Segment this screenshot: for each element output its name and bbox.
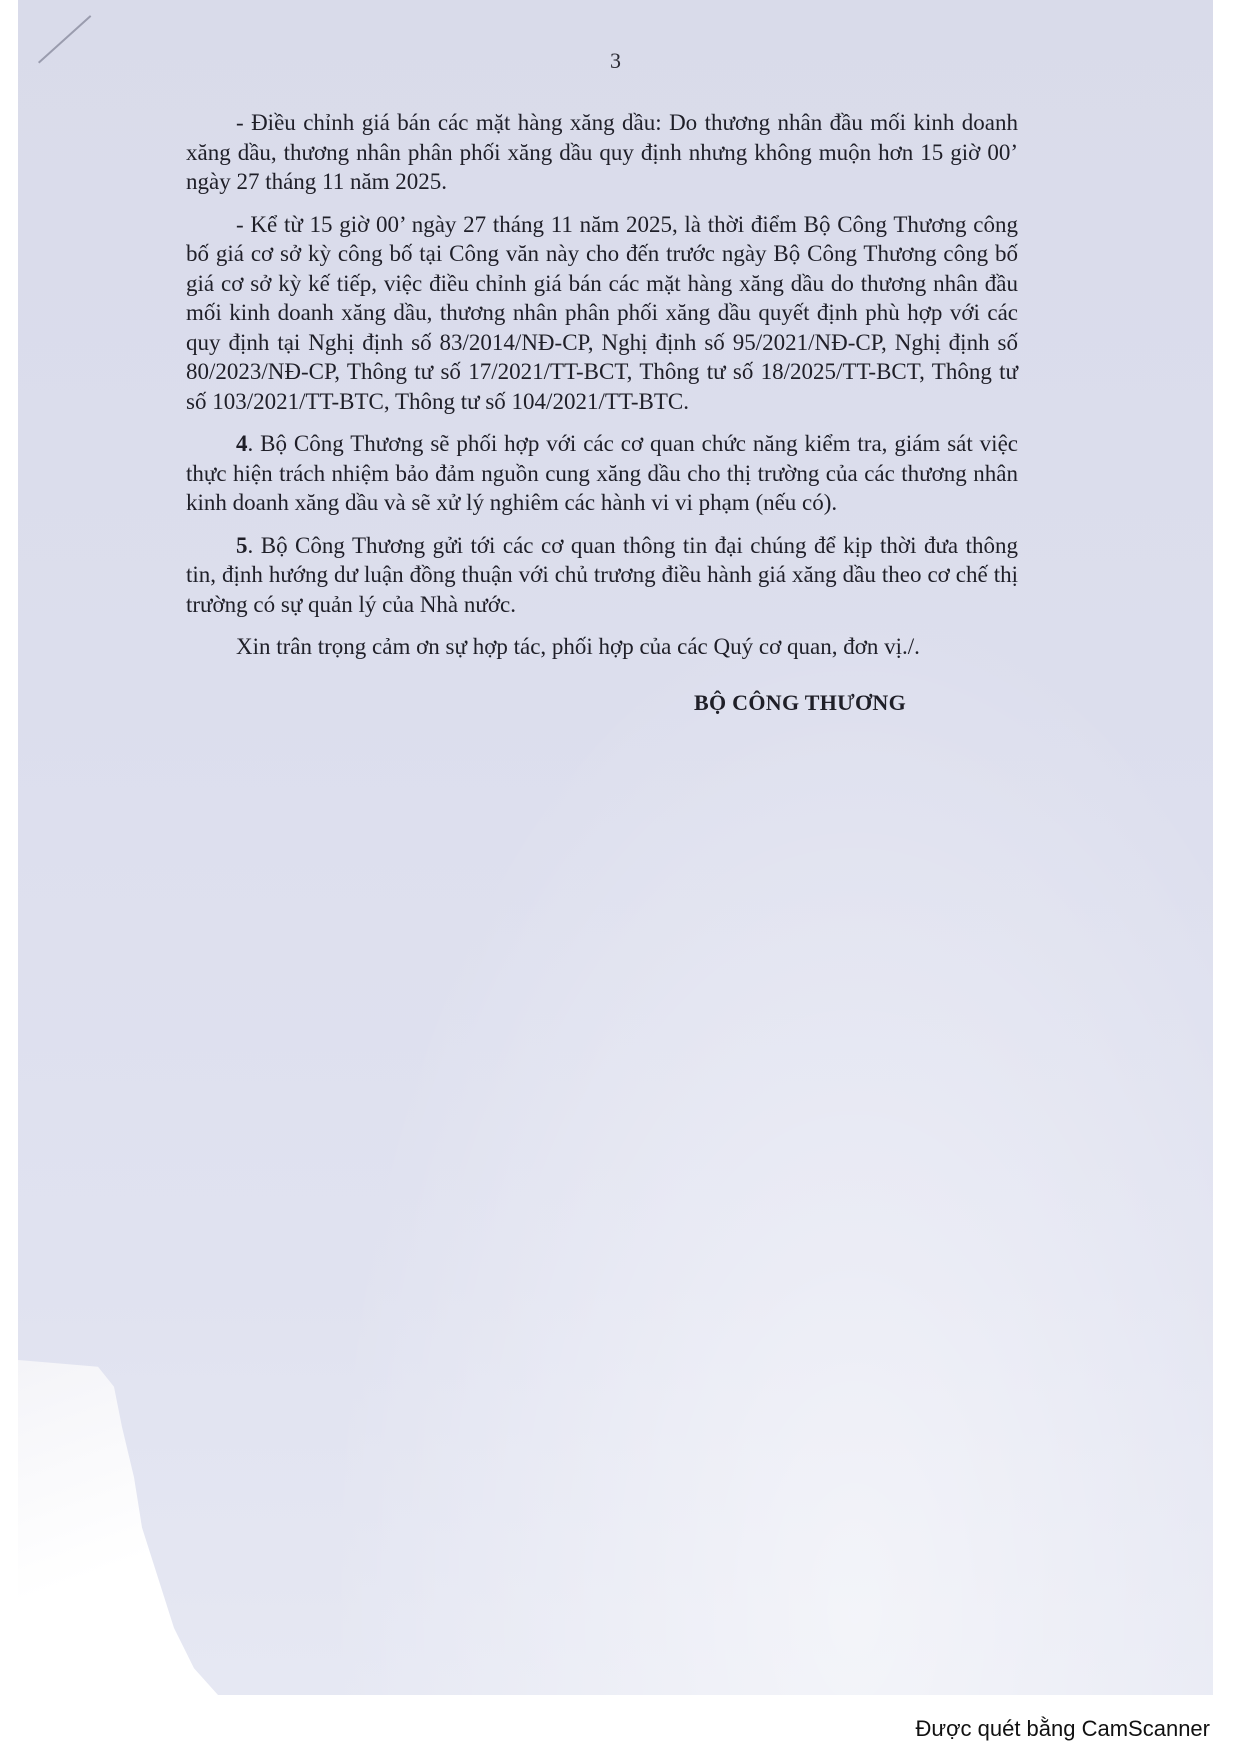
paragraph-price-effective-time: - Kể từ 15 giờ 00’ ngày 27 tháng 11 năm 2025, là thời điểm Bộ Công Thương công bố giá cơ sở kỳ công bố tại Công văn này cho đến trước ngày Bộ Công Thương công bố giá cơ sở kỳ kế tiếp, việc điều chỉnh giá bán các mặt hàng xăng dầu do thương nhân đầu mối kinh doanh xăng dầu, thương nhân phân phối xăng dầu quyết định phù hợp với các quy định tại Nghị định số 83/2014/NĐ-CP, Nghị định số 95/2021/NĐ-CP, Nghị định số 80/2023/NĐ-CP, Thông tư số 17/2021/TT-BCT, Thông tư số 18/2025/TT-BCT, Thông tư số 103/2021/TT-BTC, Thông tư số 104/2021/TT-BTC. (186, 211, 1018, 414)
page-number: 3 (610, 48, 621, 73)
paragraph-price-adjustment: - Điều chỉnh giá bán các mặt hàng xăng dầu: Do thương nhân đầu mối kinh doanh xăng dầu, thương nhân phân phối xăng dầu quy định nhưng không muộn hơn 15 giờ 00’ ngày 27 tháng 11 năm 2025. (186, 110, 1018, 194)
paragraph-item-4 (186, 429, 1018, 518)
scanner-watermark: Được quét bằng CamScanner (915, 1716, 1210, 1741)
paragraph-item-5 (186, 531, 1018, 620)
scanned-page (18, 0, 1213, 1695)
item-4-number: 4 (236, 431, 248, 456)
closing-line: Xin trân trọng cảm ơn sự hợp tác, phối hợp của các Quý cơ quan, đơn vị./. (236, 634, 920, 659)
signature-block: BỘ CÔNG THƯƠNG (694, 690, 906, 715)
item-4-text: . Bộ Công Thương sẽ phối hợp với các cơ quan chức năng kiểm tra, giám sát việc thực hiện trách nhiệm bảo đảm nguồn cung xăng dầu cho thị trường của các thương nhân kinh doanh xăng dầu và sẽ xử lý nghiêm các hành vi vi phạm (nếu có). (186, 431, 1018, 515)
item-5-number: 5 (236, 532, 248, 558)
document-body (186, 108, 1018, 662)
item-5-text: . Bộ Công Thương gửi tới các cơ quan thông tin đại chúng để kịp thời đưa thông tin, định hướng dư luận đồng thuận với chủ trương điều hành giá xăng dầu theo cơ chế thị trường có sự quản lý của Nhà nước. (186, 532, 1018, 617)
